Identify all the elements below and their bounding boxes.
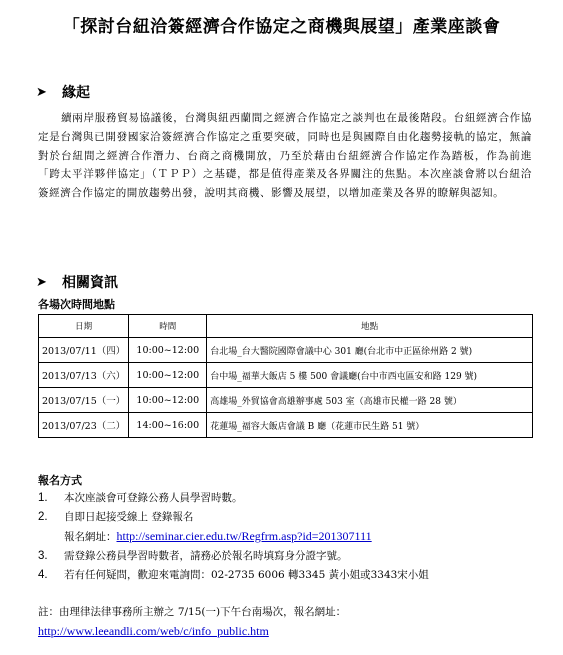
row-date: 2013/07/23（二） [39,413,129,438]
registration-url-line [38,527,538,547]
registration-url-link[interactable]: http://seminar.cier.edu.tw/Regfrm.asp?id=201307111 [116,529,372,543]
row-place: 高雄場_外貿協會高雄辦事處 503 室（高雄市民權一路 28 號） [207,388,533,413]
arrow-bullet-icon: ➤ [36,84,47,100]
row-time: 14:00~16:00 [129,413,207,438]
row-date: 2013/07/15（一） [39,388,129,413]
schedule-table [38,314,533,438]
column-header-date: 日期 [39,315,129,338]
section-heading-label: 相關資訊 [62,275,118,291]
table-row [39,413,533,438]
registration-title: 報名方式 [38,474,82,487]
row-place: 台北場_台大醫院國際會議中心 301 廳(台北市中正區徐州路 2 號) [207,338,533,363]
table-header-row [39,315,533,338]
list-item [38,566,538,585]
row-place: 台中場_福華大飯店 5 樓 500 會議廳(台中市西屯區安和路 129 號) [207,363,533,388]
column-header-place: 地點 [207,315,533,338]
item-text: 若有任何疑問，歡迎來電詢問：02-2735 6006 轉3345 黃小姐或3343宋小姐 [64,569,429,581]
row-place: 花蓮場_福容大飯店會議 B 廳（花蓮市民生路 51 號） [207,413,533,438]
row-date: 2013/07/11（四） [39,338,129,363]
registration-list [38,489,538,585]
registration-url-label: 報名網址： [64,531,117,543]
list-item [38,489,538,508]
item-text: 本次座談會可登錄公務人員學習時數。 [64,492,243,504]
column-header-time: 時間 [129,315,207,338]
table-row [39,363,533,388]
row-time: 10:00~12:00 [129,388,207,413]
page-title: 「探討台紐洽簽經濟合作協定之商機與展望」產業座談會 [62,17,501,37]
item-number: 3. [38,550,48,562]
section-heading-origin [36,82,90,102]
item-text: 自即日起接受線上 登錄報名 [64,511,194,523]
footnote-url-link[interactable]: http://www.leeandli.com/web/c/info_public.htm [38,624,269,638]
footnote-text: 註：由理律法律事務所主辦之 7/15(一)下午台南場次，報名網址： [38,606,347,618]
arrow-bullet-icon: ➤ [36,274,47,290]
row-date: 2013/07/13（六） [39,363,129,388]
intro-paragraph [38,109,532,203]
item-text: 需登錄公務員學習時數者，請務必於報名時填寫身分證字號。 [64,550,348,562]
section-heading-info [36,272,118,292]
list-item [38,508,538,527]
table-row [39,388,533,413]
intro-text: 續兩岸服務貿易協議後，台灣與紐西蘭間之經濟合作協定之談判也在最後階段。台紐經濟合作協定是台灣與已開發國家洽簽經濟合作協定之重要突破，同時也是與國際自由化趨勢接軌的協定，無論對於台紐間之經濟合作潛力、台商之商機開放，乃至於藉由台紐經濟合作協定作為踏板，作為前進「跨太平洋夥伴協定」（ＴＰＰ）之基礎，都是值得產業及各界關注的焦點。本次座談會將以台紐洽簽經濟合作協定的開放趨勢出發，說明其商機、影響及展望，以增加產業及各界的瞭解與認知。 [38,112,532,200]
footnote [38,603,346,642]
item-number: 4. [38,569,48,581]
item-number: 1. [38,492,48,504]
table-row [39,338,533,363]
item-number: 2. [38,511,48,523]
section-heading-label: 緣起 [62,85,90,101]
schedule-caption: 各場次時間地點 [38,298,115,311]
row-time: 10:00~12:00 [129,363,207,388]
list-item [38,547,538,566]
row-time: 10:00~12:00 [129,338,207,363]
